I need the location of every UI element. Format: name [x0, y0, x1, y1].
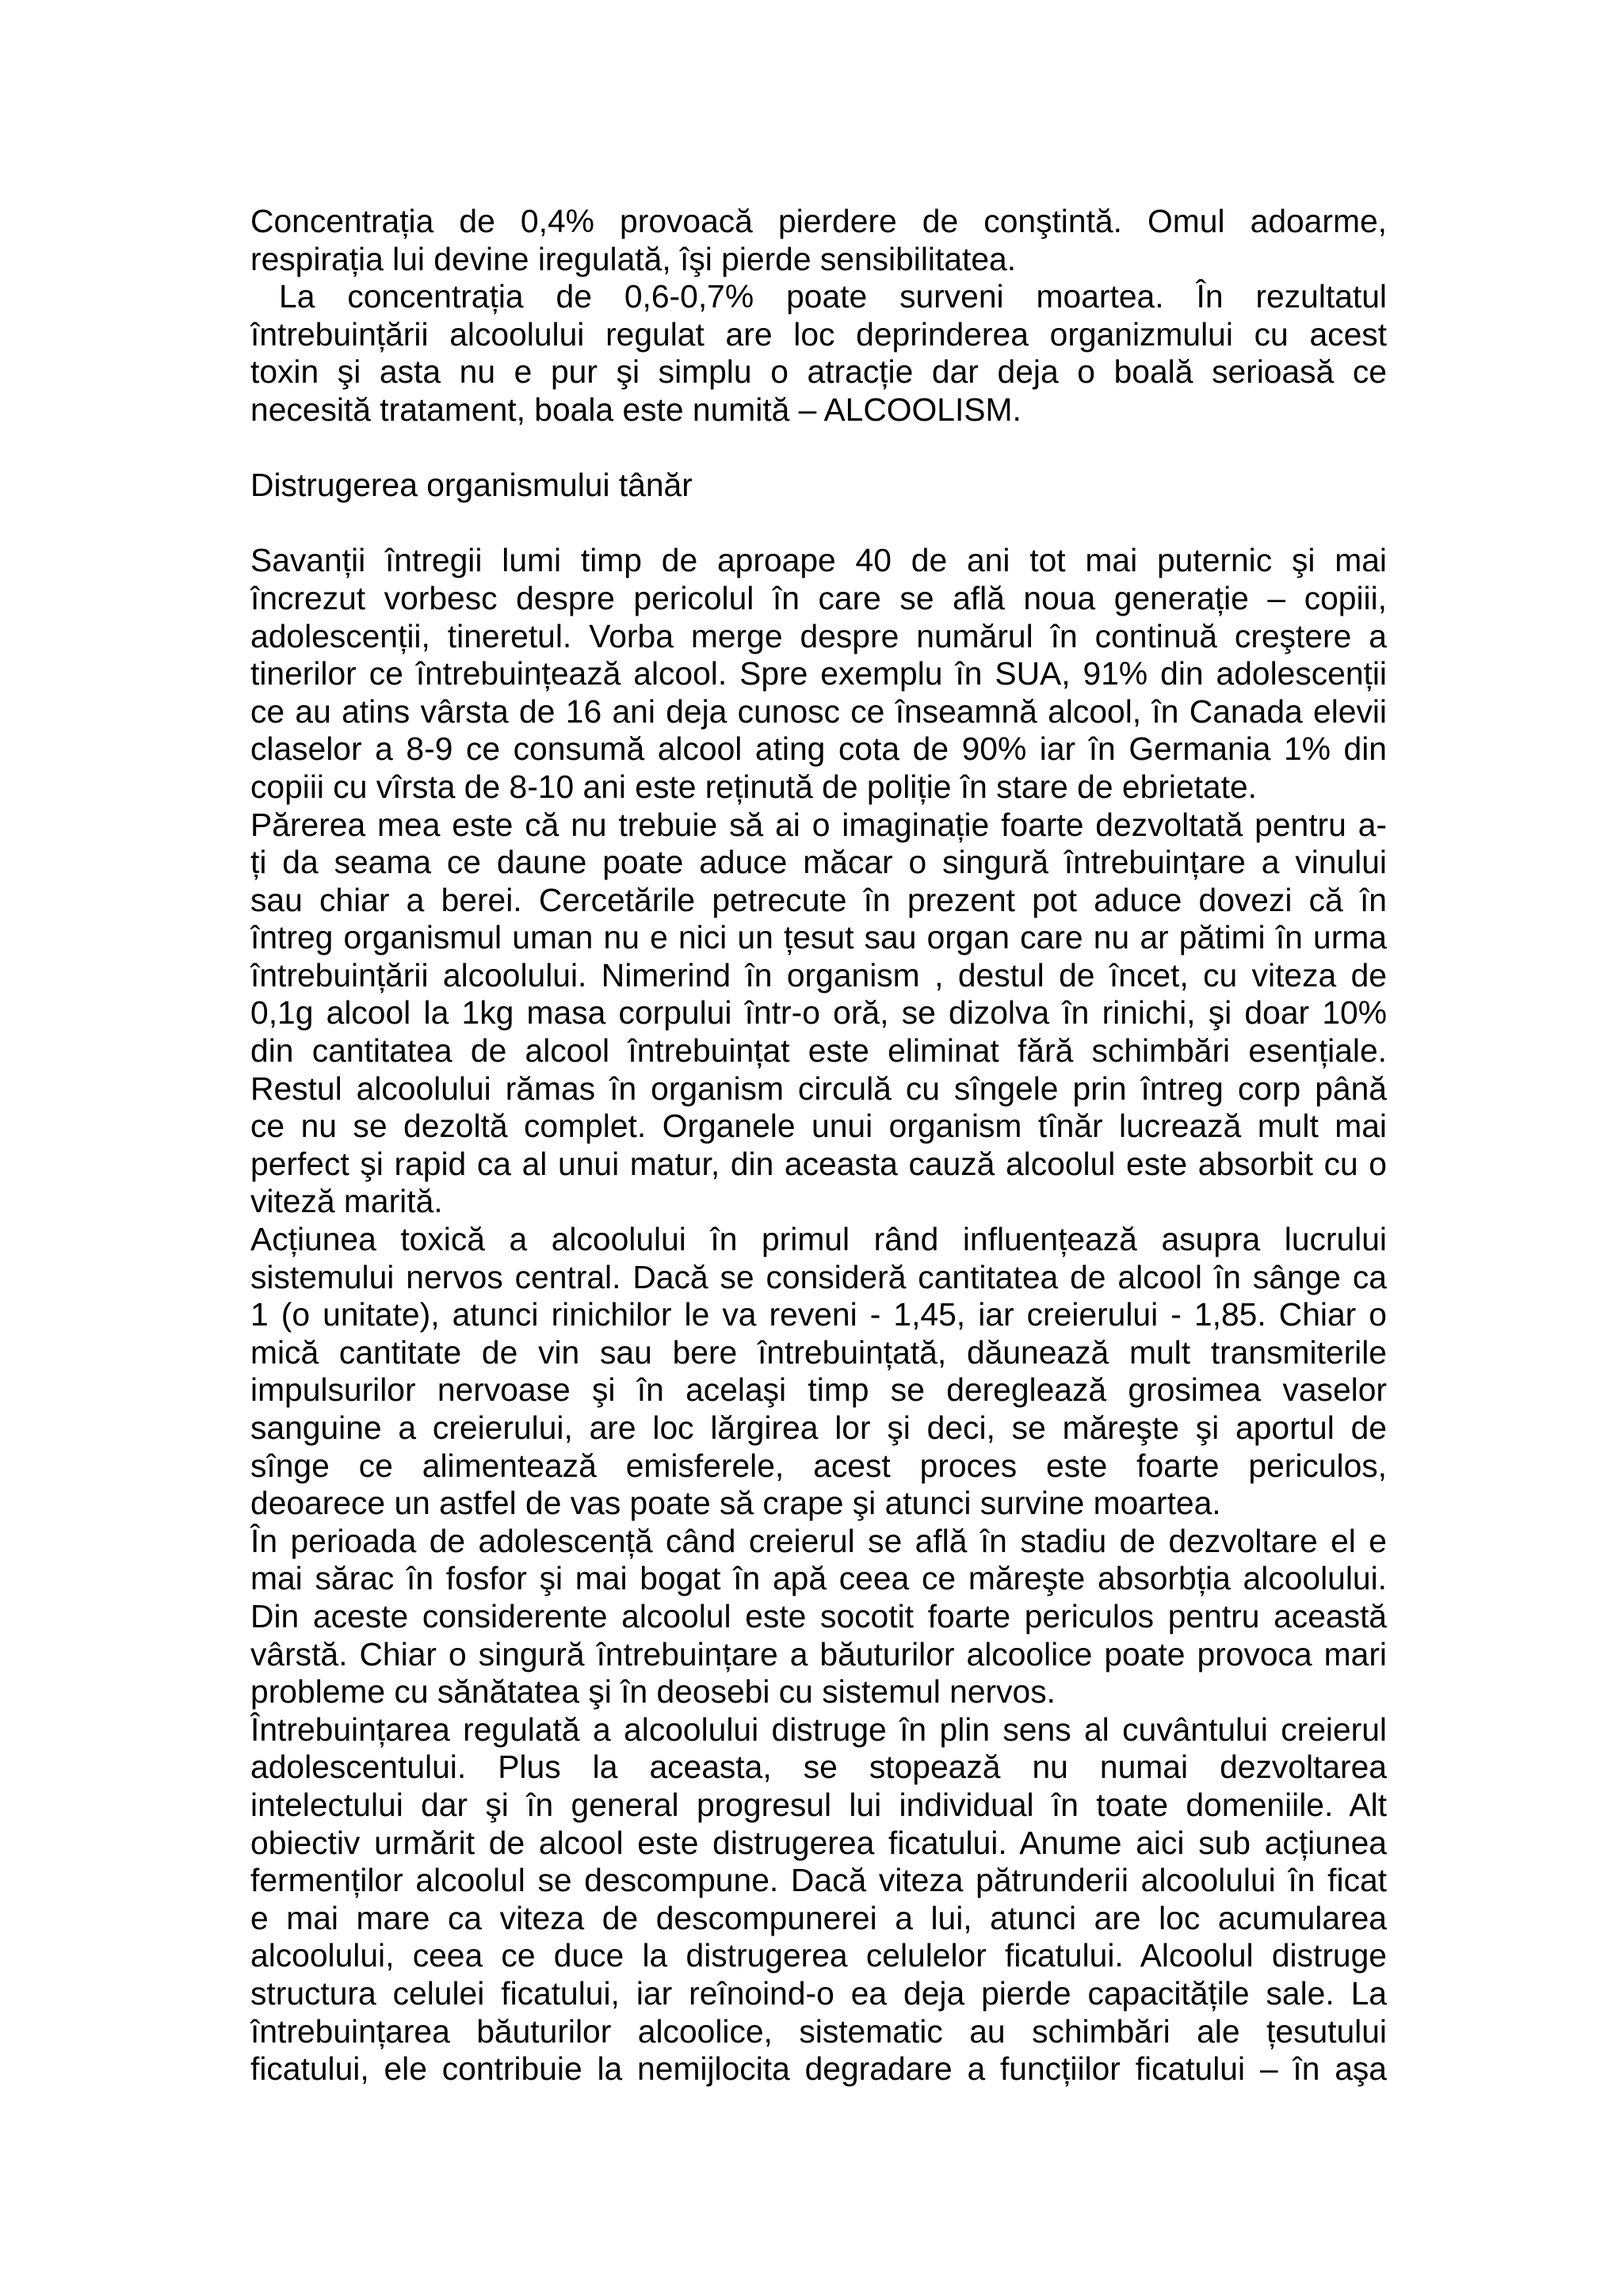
text-line: întrebuințarea băuturilor alcoolice, sistematic au schimbări ale țesutului	[250, 2012, 1387, 2050]
text-line: ce au atins vârsta de 16 ani deja cunosc ce înseamnă alcool, în Canada elevii	[250, 692, 1387, 730]
text-line: Savanții întregii lumi timp de aproape 40 de ani tot mai puternic şi mai	[250, 542, 1387, 579]
text-line: sanguine a creierului, are loc lărgirea lor şi deci, se măreşte şi aportul de	[250, 1409, 1387, 1446]
paragraph	[250, 1221, 1387, 1523]
text-line: Părerea mea este că nu trebuie să ai o imaginație foarte dezvoltată pentru a-	[250, 806, 1387, 843]
text-line: obiectiv urmărit de alcool este distrugerea ficatului. Anume aici sub acțiunea	[250, 1824, 1387, 1861]
text-line: încrezut vorbesc despre pericolul în care se află noua generație – copiii,	[250, 579, 1387, 616]
section-heading: Distrugerea organismului tânăr	[250, 467, 693, 504]
text-line: În perioada de adolescență când creierul se află în stadiu de dezvoltare el e	[250, 1522, 1387, 1559]
text-line: e mai mare ca viteza de descompunerei a lui, atunci are loc acumularea	[250, 1899, 1387, 1936]
text-line: claselor a 8-9 ce consumă alcool ating cota de 90% iar în Germania 1% din	[250, 730, 1387, 768]
text-line: Acțiunea toxică a alcoolului în primul rând influențează asupra lucrului	[250, 1221, 1387, 1258]
text-line: tinerilor ce întrebuințează alcool. Spre exemplu în SUA, 91% din adolescenții	[250, 655, 1387, 692]
text-line: 0,1g alcool la 1kg masa corpului într-o oră, se dizolva în rinichi, şi doar 10%	[250, 994, 1387, 1032]
text-line: La concentrația de 0,6-0,7% poate surveni moartea. În rezultatul	[279, 278, 1387, 315]
text-line: ficatului, ele contribuie la nemijlocita degradare a funcțiilor ficatului – în aşa	[250, 2050, 1387, 2088]
text-line: sau chiar a berei. Cercetările petrecute în prezent pot aduce dovezi că în	[250, 881, 1387, 918]
text-line: ce nu se dezoltă complet. Organele unui organism tînăr lucrează mult mai	[250, 1108, 1387, 1145]
paragraph	[250, 1711, 1387, 2088]
text-line: întreg organismul uman nu e nici un țesut sau organ care nu ar pătimi în urma	[250, 919, 1387, 956]
text-line: mai sărac în fosfor şi mai bogat în apă ceea ce măreşte absorbția alcoolului.	[250, 1560, 1387, 1597]
paragraph	[250, 542, 1387, 806]
text-line: structura celulei ficatului, iar reînoind-o ea deja pierde capacitățile sale. La	[250, 1974, 1387, 2012]
text-line: vârstă. Chiar o singură întrebuințare a băuturilor alcoolice poate provoca mari	[250, 1635, 1387, 1672]
paragraph	[250, 807, 1387, 1222]
text-line: deoarece un astfel de vas poate să crape şi atunci survine moartea.	[250, 1485, 1221, 1522]
text-line: adolescenții, tineretul. Vorba merge despre numărul în continuă creştere a	[250, 617, 1387, 654]
text-line: necesită tratament, boala este numită – ALCOOLISM.	[250, 391, 1022, 428]
text-line: sistemului nervos central. Dacă se consideră cantitatea de alcool în sânge ca	[250, 1258, 1387, 1295]
text-line: intelectului dar şi în general progresul lui individual în toate domeniile. Alt	[250, 1786, 1387, 1823]
text-line: Concentrația de 0,4% provoacă pierdere de conştintă. Omul adoarme,	[250, 203, 1387, 239]
text-line: întrebuințării alcoolului regulat are loc deprinderea organizmului cu acest	[250, 315, 1387, 353]
text-line: Întrebuințarea regulată a alcoolului distruge în plin sens al cuvântului creierul	[250, 1711, 1387, 1748]
text-line: impulsurilor nervoase şi în acelaşi timp se dereglează grosimea vaselor	[250, 1371, 1387, 1409]
paragraph	[250, 278, 1387, 429]
text-line: respirația lui devine iregulată, îşi pierde sensibilitatea.	[250, 240, 1017, 277]
blank-line	[250, 429, 1387, 467]
text-line: adolescentului. Plus la aceasta, se stopează nu numai dezvoltarea	[250, 1749, 1387, 1786]
paragraph	[250, 1523, 1387, 1711]
text-line: Din aceste considerente alcoolul este socotit foarte periculos pentru această	[250, 1597, 1387, 1634]
text-line: Restul alcoolului rămas în organism circulă cu sîngele prin întreg corp până	[250, 1070, 1387, 1107]
text-line: întrebuințării alcoolului. Nimerind în organism , destul de încet, cu viteza de	[250, 956, 1387, 994]
text-line: copiii cu vîrsta de 8-10 ani este reținută de poliție în stare de ebrietate.	[250, 768, 1257, 805]
text-line: viteză marită.	[250, 1183, 443, 1220]
text-line: din cantitatea de alcool întrebuințat este eliminat fără schimbări esențiale.	[250, 1032, 1387, 1070]
text-line: mică cantitate de vin sau bere întrebuințată, dăunează mult transmiterile	[250, 1333, 1387, 1371]
text-line: 1 (o unitate), atunci rinichilor le va reveni - 1,45, iar creierului - 1,85. Chiar o	[250, 1296, 1387, 1333]
text-line: fermenților alcoolul se descompune. Dacă viteza pătrunderii alcoolului în ficat	[250, 1862, 1387, 1899]
text-line: sînge ce alimentează emisferele, acest proces este foarte periculos,	[250, 1447, 1387, 1484]
text-line: perfect şi rapid ca al unui matur, din aceasta cauză alcoolul este absorbit cu o	[250, 1145, 1387, 1182]
text-line: toxin şi asta nu e pur şi simplu o atracție dar deja o boală serioasă ce	[250, 353, 1387, 391]
text-line: ți da seama ce daune poate aduce măcar o singură întrebuințare a vinului	[250, 844, 1387, 881]
document-body	[250, 203, 1387, 2088]
blank-line	[250, 505, 1387, 543]
text-line: probleme cu sănătatea şi în deosebi cu sistemul nervos.	[250, 1673, 1056, 1711]
paragraph	[250, 203, 1387, 278]
text-line: alcoolului, ceea ce duce la distrugerea celulelor ficatului. Alcoolul distruge	[250, 1937, 1387, 1974]
